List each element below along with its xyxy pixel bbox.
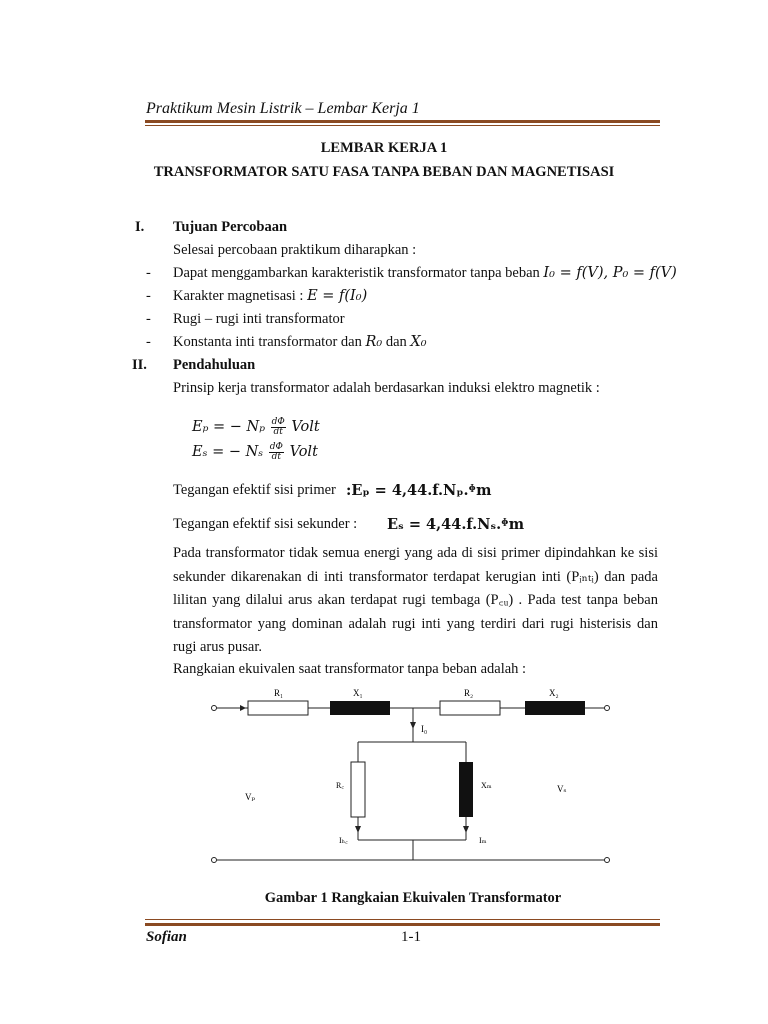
inductor-x1 [330, 701, 390, 715]
list-item-text: Karakter magnetisasi : [173, 288, 308, 304]
section-2-heading: Pendahuluan [173, 357, 256, 373]
label-x2: X₂ [549, 688, 559, 698]
label-r2: R₂ [464, 688, 474, 698]
list-bullet: - [146, 265, 151, 281]
fraction-numerator: dΦ [269, 442, 283, 452]
list-bullet: - [146, 311, 151, 327]
list-item-text: Konstanta inti transformator dan [173, 334, 366, 350]
resistor-r1 [248, 701, 308, 715]
equation-lhs: Eₚ = − Nₚ [192, 418, 265, 435]
list-item [173, 265, 677, 282]
inductor-x2 [525, 701, 585, 715]
fraction-denominator: dt [271, 452, 282, 462]
section-1-heading: Tujuan Percobaan [173, 219, 288, 235]
equation-unit: Volt [289, 443, 318, 460]
doc-subtitle: TRANSFORMATOR SATU FASA TANPA BEBAN DAN MAGNETISASI [153, 164, 615, 180]
equation-lhs: Eₛ = − Nₛ [192, 443, 264, 460]
secondary-voltage-label: Tegangan efektif sisi sekunder : [173, 516, 358, 532]
terminal-primary-top [212, 706, 217, 711]
arrow-icon [355, 826, 361, 833]
doc-title: LEMBAR KERJA 1 [320, 140, 448, 156]
resistor-rc [351, 762, 365, 817]
list-item-text: Dapat menggambarkan karakteristik transformator tanpa beban [173, 265, 544, 281]
math-expression: R₀ [365, 334, 383, 350]
equation-secondary-emf [192, 443, 318, 462]
figure-caption: Gambar 1 Rangkaian Ekuivalen Transformator [264, 890, 562, 906]
list-item [173, 311, 345, 328]
header-rule-thin [145, 125, 660, 126]
page-number: 1-1 [401, 929, 421, 945]
circuit-intro: Rangkaian ekuivalen saat transformator tanpa beban adalah : [173, 661, 527, 677]
arrow-icon [240, 705, 246, 711]
footer-rule-thick [145, 923, 660, 926]
math-expression: I₀ = f(V), P₀ = f(V) [543, 265, 677, 281]
list-item-conjunction: dan [382, 334, 411, 350]
fraction-denominator: dt [273, 427, 283, 437]
label-i0: I₀ [421, 724, 428, 734]
footer-author: Sofian [146, 929, 187, 945]
label-vp: Vₚ [245, 792, 256, 802]
equivalent-circuit-diagram [200, 680, 620, 885]
resistor-r2 [440, 701, 500, 715]
terminal-secondary-bottom [605, 858, 610, 863]
equation-primary-emf [192, 418, 320, 437]
fraction [271, 418, 286, 437]
math-expression: X₀ [410, 334, 427, 350]
intro-paragraph: Pada transformator tidak semua energi yang ada di sisi primer dipindahkan ke sisi sekunder dikarenakan di inti transformator terdapat kerugian inti (Pᵢₙₜᵢ) dan pada lilitan yang dilalui arus akan terdapat rugi tembaga (P꜀ᵤ) . Pada test tanpa beban transformator yang dominan adalah rugi inti yang terdiri dari rugi histerisis dan rugi arus pusar. [173, 545, 658, 655]
running-header: Praktikum Mesin Listrik – Lembar Kerja 1 [146, 100, 420, 117]
section-1-intro: Selesai percobaan praktikum diharapkan : [173, 242, 417, 258]
label-rc: R꜀ [336, 781, 345, 790]
arrow-icon [463, 826, 469, 833]
fraction-numerator: dΦ [271, 417, 285, 427]
label-xm: Xₘ [481, 781, 492, 790]
arrow-icon [410, 722, 416, 729]
math-expression: E = f(I₀) [307, 288, 368, 304]
inductor-xm [459, 762, 473, 817]
list-item [173, 288, 367, 305]
terminal-primary-bottom [212, 858, 217, 863]
fraction [269, 443, 284, 462]
label-x1: X₁ [353, 688, 363, 698]
section-2-number: II. [132, 357, 147, 373]
list-item-text: Rugi – rugi inti transformator [173, 311, 345, 327]
header-rule-thick [145, 120, 660, 123]
label-r1: R₁ [274, 688, 284, 698]
primary-voltage-equation: :Eₚ = 4,44.f.Nₚ.ᶲm [346, 482, 492, 499]
section-1-number: I. [135, 219, 145, 235]
list-item [173, 334, 427, 351]
equation-unit: Volt [291, 418, 320, 435]
section-2-intro: Prinsip kerja transformator adalah berdasarkan induksi elektro magnetik : [173, 380, 600, 396]
label-im: Iₘ [479, 836, 487, 845]
label-ihc: Iₕ꜀ [339, 836, 348, 845]
list-bullet: - [146, 288, 151, 304]
label-vs: Vₛ [557, 784, 567, 794]
secondary-voltage-equation: Eₛ = 4,44.f.Nₛ.ᶲm [387, 516, 525, 533]
list-bullet: - [146, 334, 151, 350]
footer-rule-thin [145, 919, 660, 920]
terminal-secondary-top [605, 706, 610, 711]
primary-voltage-label: Tegangan efektif sisi primer [173, 482, 336, 498]
